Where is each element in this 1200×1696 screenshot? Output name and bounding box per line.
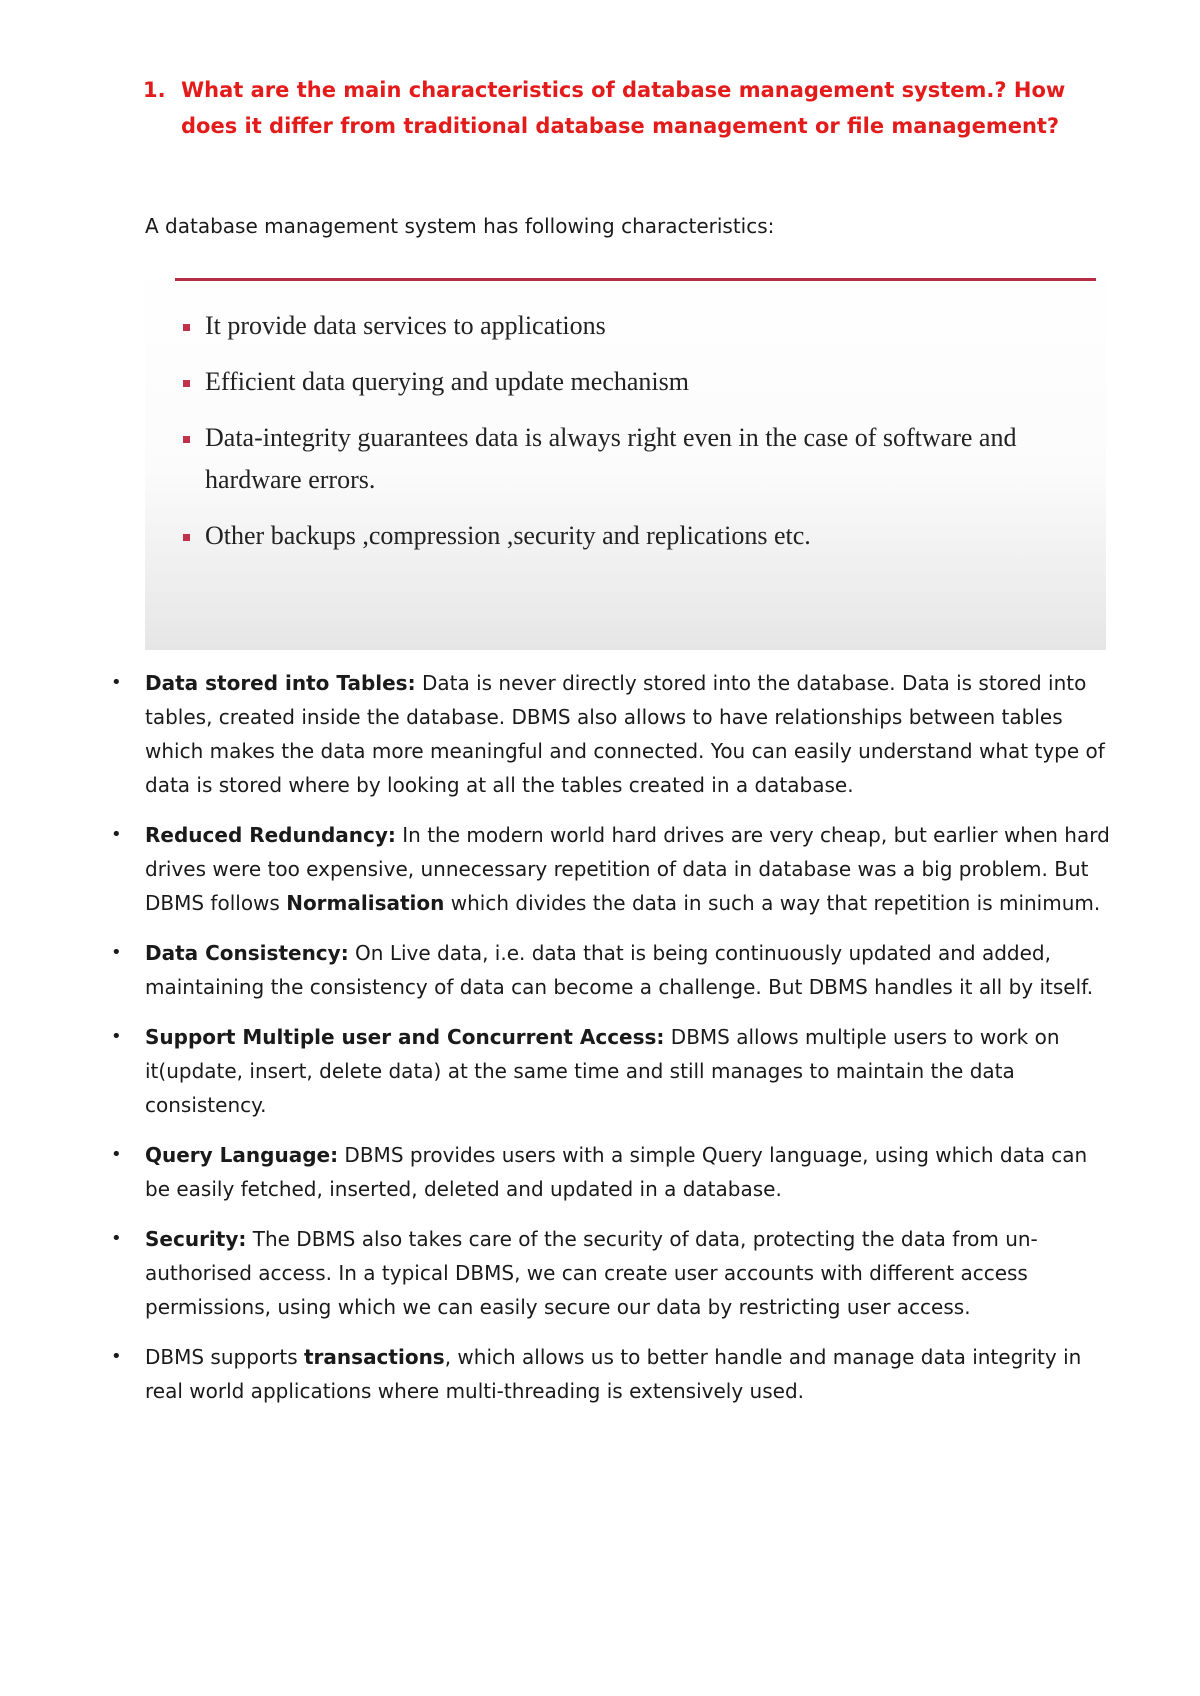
item-description: DBMS provides users with a simple Query language, using which data can be easily fetched, inserted, deleted and updated in a database. xyxy=(145,1143,1088,1201)
item-term: Data Consistency: xyxy=(145,941,349,965)
item-emphasis: transactions xyxy=(304,1345,445,1369)
bullet-icon: • xyxy=(111,1144,122,1165)
slide-bullet-text: Other backups ,compression ,security and replications etc. xyxy=(205,521,811,550)
item-description: Data is never directly stored into the database. Data is stored into tables, created inside the database. DBMS also allows to have relationships between tables which makes the data more meaningful and connected. You can easily understand what type of data is stored where by looking at all the tables created in a database. xyxy=(145,671,1105,797)
slide-image xyxy=(145,257,1106,650)
bullet-icon: • xyxy=(111,1228,122,1249)
item-description-cont: which divides the data in such a way that repetition is minimum. xyxy=(444,891,1101,915)
slide-bullet-item xyxy=(183,361,1083,403)
item-description: The DBMS also takes care of the security of data, protecting the data from un-authorised access. In a typical DBMS, we can create user accounts with different access permissions, using which we can easily secure our data by restricting user access. xyxy=(145,1227,1038,1319)
slide-divider xyxy=(175,278,1096,281)
intro-paragraph: A database management system has following characteristics: xyxy=(145,214,775,238)
square-bullet-icon xyxy=(183,324,190,331)
square-bullet-icon xyxy=(183,380,190,387)
bullet-icon: • xyxy=(111,672,122,693)
item-emphasis: Normalisation xyxy=(286,891,445,915)
list-item xyxy=(108,1222,1118,1324)
bullet-icon: • xyxy=(111,1026,122,1047)
slide-bullet-item xyxy=(183,305,1083,347)
item-description: DBMS supports xyxy=(145,1345,304,1369)
slide-bullet-item xyxy=(183,515,1083,557)
square-bullet-icon xyxy=(183,534,190,541)
list-item xyxy=(108,1340,1118,1408)
slide-bullet-text: Data-integrity guarantees data is always right even in the case of software and hardware errors. xyxy=(205,423,1017,494)
item-term: Support Multiple user and Concurrent Access: xyxy=(145,1025,665,1049)
item-term: Query Language: xyxy=(145,1143,339,1167)
item-description: In the modern world hard drives are very cheap, but earlier when hard drives were too expensive, unnecessary repetition of data in database was a big problem. But DBMS follows xyxy=(145,823,1110,915)
square-bullet-icon xyxy=(183,436,190,443)
slide-bullet-text: Efficient data querying and update mechanism xyxy=(205,367,689,396)
item-description-cont: , which allows us to better handle and manage data integrity in real world applications where multi-threading is extensively used. xyxy=(145,1345,1082,1403)
list-item xyxy=(108,936,1118,1004)
item-description: On Live data, i.e. data that is being continuously updated and added, maintaining the consistency of data can become a challenge. But DBMS handles it all by itself. xyxy=(145,941,1094,999)
item-description: DBMS allows multiple users to work on it(update, insert, delete data) at the same time and still manages to maintain the data consistency. xyxy=(145,1025,1060,1117)
item-term: Security: xyxy=(145,1227,247,1251)
list-item xyxy=(108,818,1118,920)
list-item xyxy=(108,1020,1118,1122)
bullet-icon: • xyxy=(111,824,122,845)
item-term: Data stored into Tables: xyxy=(145,671,416,695)
list-item xyxy=(108,666,1118,802)
slide-bullet-item xyxy=(183,417,1083,501)
question-text: What are the main characteristics of database management system.? How does it differ from traditional database management or file management? xyxy=(181,78,1066,138)
question-heading xyxy=(143,72,1103,144)
bullet-icon: • xyxy=(111,942,122,963)
list-item xyxy=(108,1138,1118,1206)
question-number: 1. xyxy=(143,78,166,102)
item-term: Reduced Redundancy: xyxy=(145,823,396,847)
slide-bullet-text: It provide data services to applications xyxy=(205,311,606,340)
characteristics-list xyxy=(108,666,1118,1424)
slide-bullet-list xyxy=(183,305,1083,571)
bullet-icon: • xyxy=(111,1346,122,1367)
